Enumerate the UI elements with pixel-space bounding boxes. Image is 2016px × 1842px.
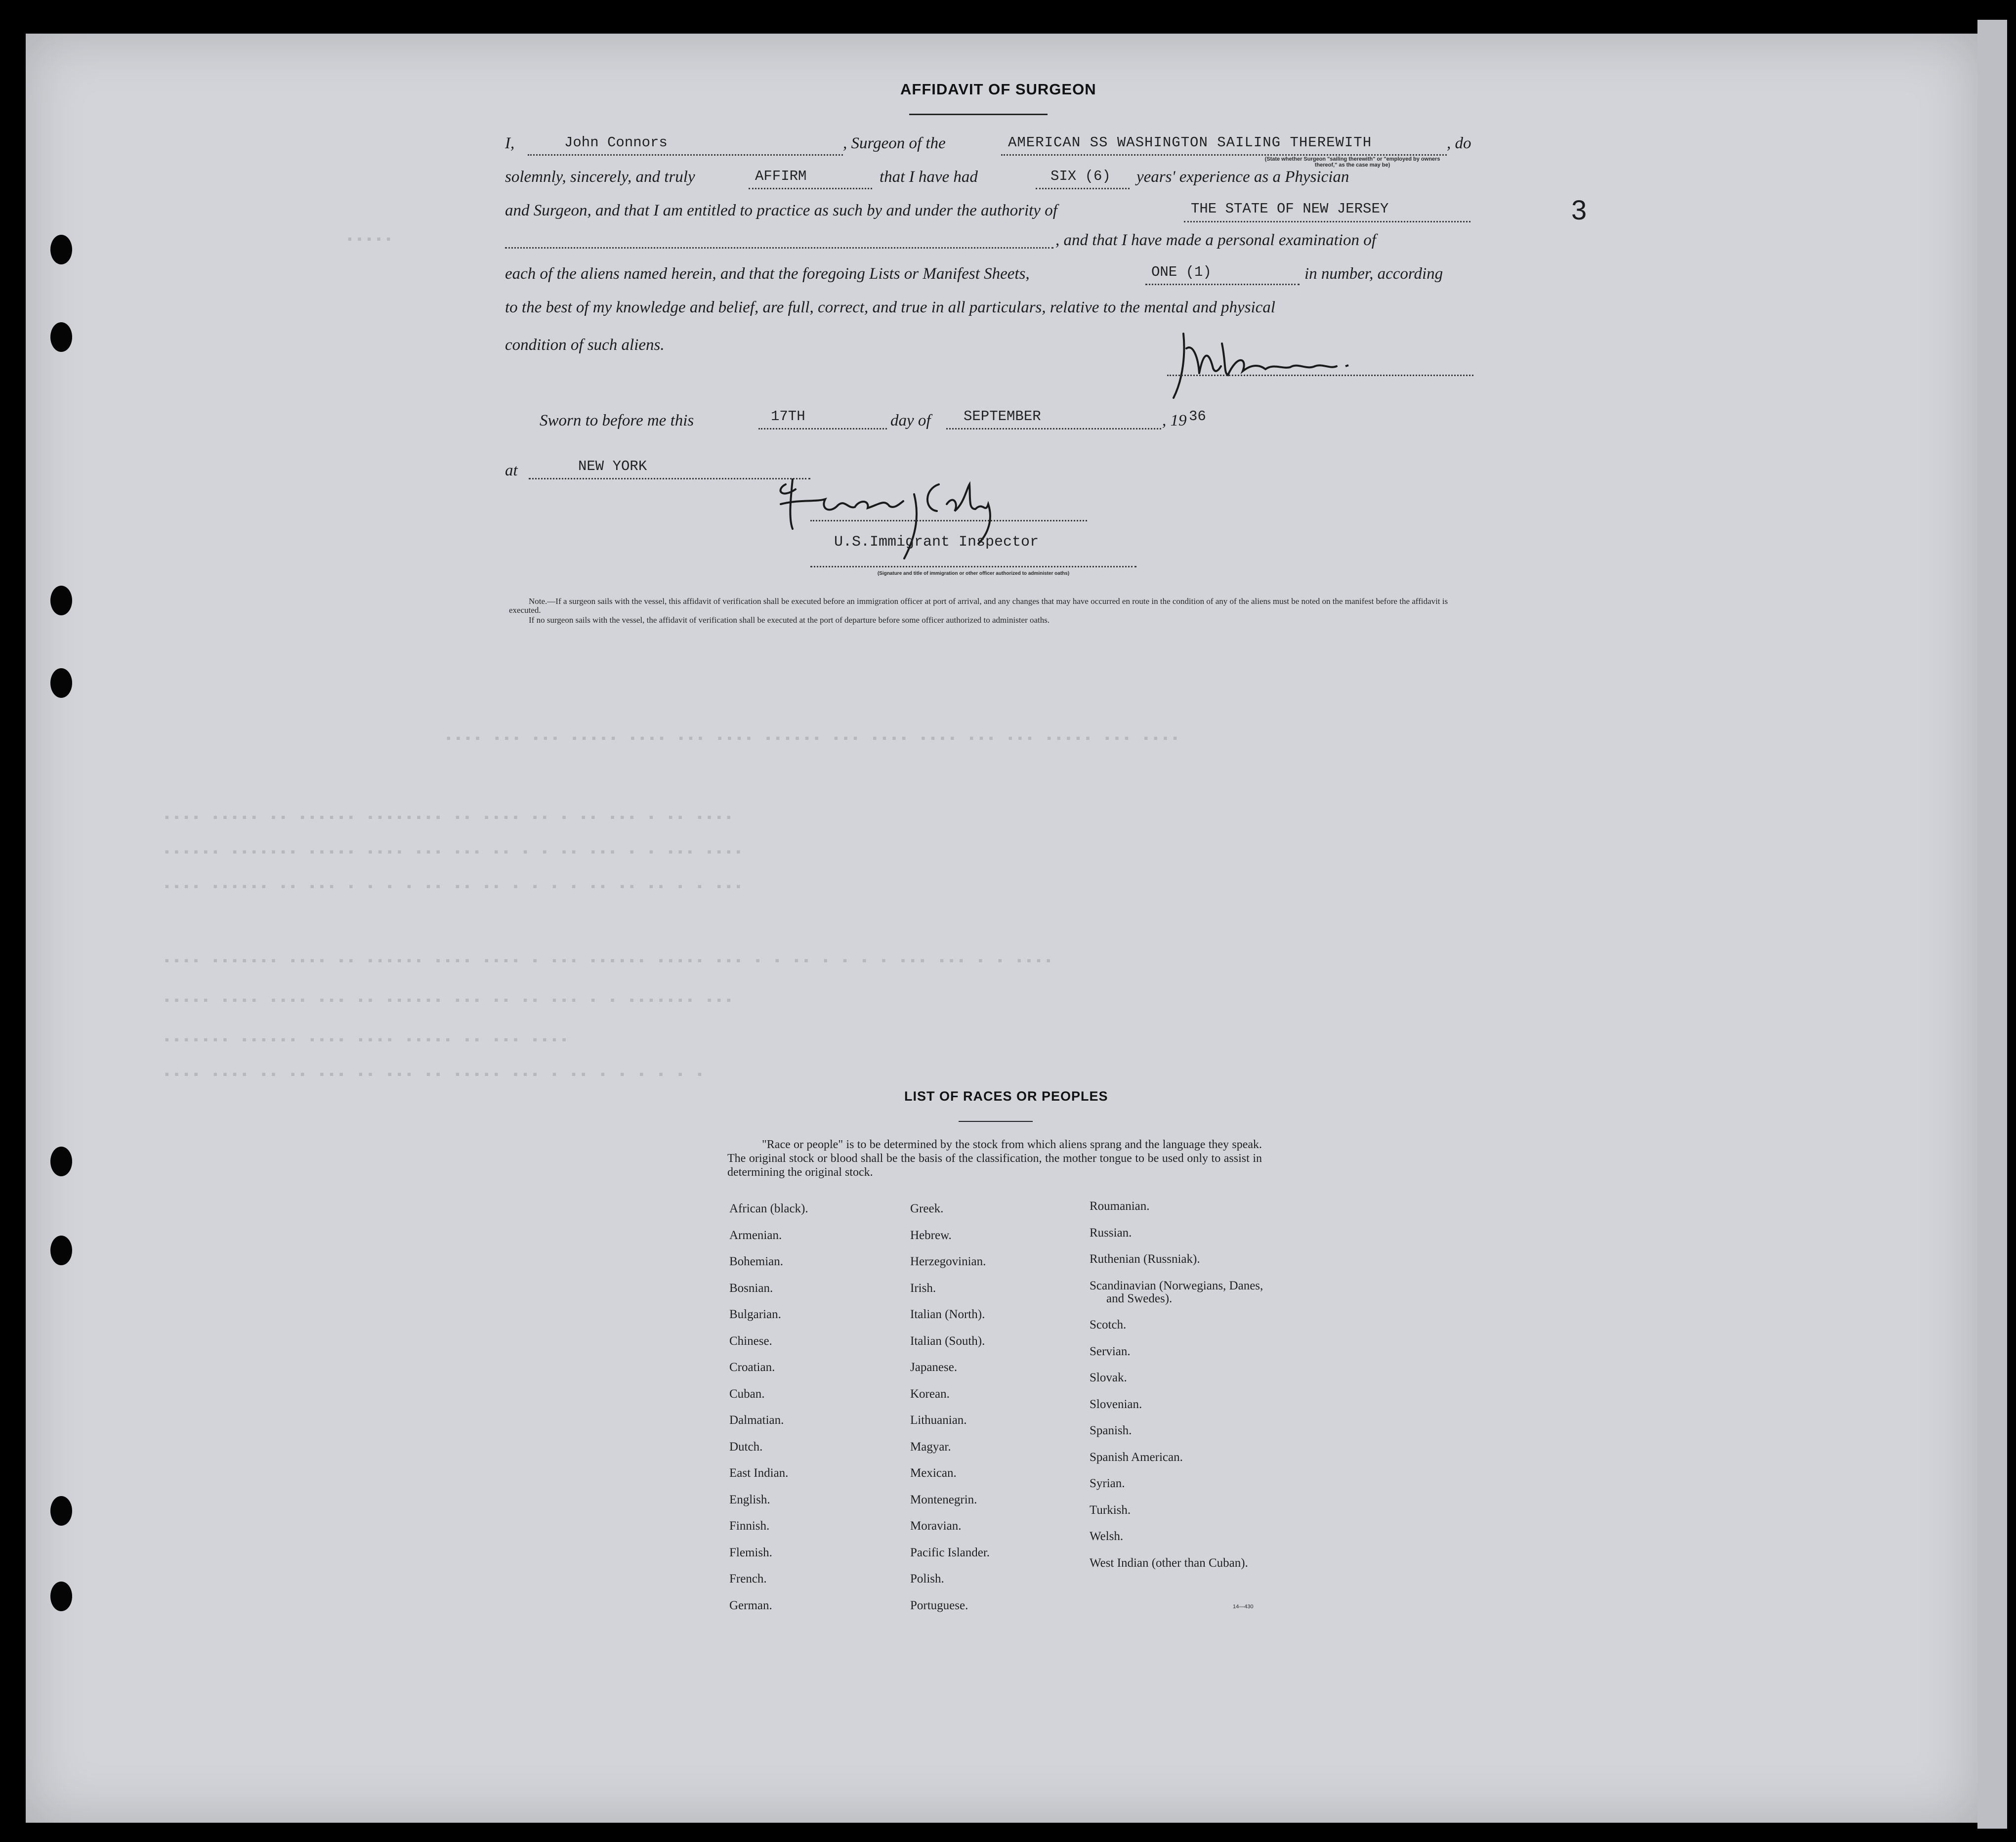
race-entry: Bohemian.: [729, 1255, 784, 1268]
race-entry: Bulgarian.: [729, 1308, 781, 1321]
punch-hole: [50, 668, 72, 698]
race-entry: Chinese.: [729, 1334, 772, 1348]
race-entry: Cuban.: [729, 1387, 765, 1401]
authority-line-continued: [505, 247, 1053, 249]
affidavit-note-2: If no surgeon sails with the vessel, the affidavit of verification shall be executed at the port of departure before some officer authorized to administer oaths.: [529, 615, 1050, 625]
race-entry: Moravian.: [910, 1519, 962, 1533]
race-entry: Spanish.: [1090, 1424, 1132, 1437]
oath-line: [749, 188, 872, 189]
title-underline: [909, 114, 1048, 115]
race-entry: Syrian.: [1090, 1477, 1125, 1490]
race-entry: Ruthenian (Russniak).: [1090, 1252, 1200, 1266]
races-title-underline: [959, 1121, 1033, 1122]
race-entry: Greek.: [910, 1202, 944, 1215]
race-entry: Lithuanian.: [910, 1414, 967, 1427]
year-prefix: , 19: [1162, 412, 1187, 429]
surgeon-name: John Connors: [564, 134, 668, 151]
race-entry: Polish.: [910, 1572, 944, 1585]
race-entry: Slovak.: [1090, 1371, 1127, 1384]
page-number: 3: [1571, 194, 1587, 225]
surgeon-name-line: [528, 154, 843, 156]
race-entry: English.: [729, 1493, 770, 1506]
vessel-note: (State whether Surgeon "sailing therewith" or "employed by owners thereof," as the case may be): [1264, 156, 1440, 168]
race-entry: Scandinavian (Norwegians, Danes, and Swedes).: [1090, 1279, 1263, 1305]
punch-hole: [50, 235, 72, 264]
race-entry: Montenegrin.: [910, 1493, 977, 1506]
race-entry: Japanese.: [910, 1361, 958, 1374]
officer-title: U.S.Immigrant Inspector: [834, 534, 1039, 551]
race-entry: Bosnian.: [729, 1281, 773, 1295]
race-entry: East Indian.: [729, 1466, 789, 1480]
race-entry: Pacific Islander.: [910, 1545, 990, 1559]
punch-hole: [50, 1236, 72, 1265]
race-entry: Mexican.: [910, 1466, 957, 1480]
knowledge-text: to the best of my knowledge and belief, are full, correct, and true in all particulars, relative to the mental and physical: [505, 299, 1275, 316]
condition-text: condition of such aliens.: [505, 336, 665, 354]
years-experience: SIX (6): [1050, 168, 1111, 184]
at-text: at: [505, 462, 518, 479]
place-line: [529, 478, 810, 479]
authority-text: and Surgeon, and that I am entitled to practice as such by and under the authority of: [505, 202, 1057, 219]
race-entry: Croatian.: [729, 1361, 775, 1374]
sheet-count-line: [1145, 284, 1300, 285]
personal-exam-text: , and that I have made a personal examination of: [1055, 231, 1376, 249]
race-entry: Hebrew.: [910, 1228, 952, 1242]
solemnly-text: solemnly, sincerely, and truly: [505, 168, 695, 186]
affidavit-title: AFFIDAVIT OF SURGEON: [900, 81, 1096, 98]
do-text: , do: [1447, 134, 1471, 152]
oath-word: AFFIRM: [755, 168, 807, 184]
race-entry: African (black).: [729, 1202, 808, 1215]
race-entry: Flemish.: [729, 1545, 772, 1559]
race-entry: Dalmatian.: [729, 1414, 784, 1427]
sworn-month: SEPTEMBER: [964, 408, 1041, 425]
race-entry: Finnish.: [729, 1519, 770, 1533]
vessel-line: [1001, 154, 1447, 156]
sworn-day: 17TH: [771, 408, 805, 425]
officer-caption: (Signature and title of immigration or other officer authorized to administer oaths): [877, 571, 1070, 576]
race-entry: Portuguese.: [910, 1598, 968, 1612]
vessel-name: AMERICAN SS WASHINGTON SAILING THEREWITH: [1008, 134, 1372, 151]
surgeon-signature-line: [1167, 375, 1473, 376]
practice-authority: THE STATE OF NEW JERSEY: [1191, 201, 1389, 217]
sworn-text: Sworn to before me this: [540, 412, 694, 429]
day-line: [758, 428, 887, 429]
race-entry: German.: [729, 1598, 772, 1612]
officer-title-line: [810, 566, 1136, 567]
month-line: [946, 428, 1161, 429]
inspector-signature-line: [810, 520, 1087, 521]
authority-line: [1184, 221, 1470, 222]
race-entry: Herzegovinian.: [910, 1255, 986, 1268]
punch-hole: [50, 1582, 72, 1611]
punch-hole: [50, 1147, 72, 1176]
race-entry: Russian.: [1090, 1226, 1132, 1240]
race-entry: Dutch.: [729, 1440, 763, 1454]
race-entry: West Indian (other than Cuban).: [1090, 1556, 1248, 1570]
surgeon-of-text: , Surgeon of the: [843, 134, 946, 152]
affidavit-note-1: Note.—If a surgeon sails with the vessel, this affidavit of verification shall be executed before an immigration officer at port of arrival, and any changes that may have occurred en route in the condition of any of the aliens must be noted on the manifest before the affidavit is executed.: [509, 597, 1448, 615]
race-entry: French.: [729, 1572, 767, 1585]
years-line: [1036, 188, 1130, 189]
race-entry: Scotch.: [1090, 1318, 1127, 1331]
race-entry: Irish.: [910, 1281, 936, 1295]
day-of-text: day of: [890, 412, 931, 429]
each-alien-text: each of the aliens named herein, and that the foregoing Lists or Manifest Sheets,: [505, 265, 1030, 283]
races-title: LIST OF RACES OR PEOPLES: [904, 1089, 1108, 1104]
form-code: 14—430: [1233, 1604, 1254, 1610]
race-entry: Armenian.: [729, 1228, 782, 1242]
race-entry: Welsh.: [1090, 1530, 1124, 1543]
race-entry: Magyar.: [910, 1440, 951, 1454]
race-entry: Italian (South).: [910, 1334, 985, 1348]
years-exp-text: years' experience as a Physician: [1136, 168, 1349, 186]
page-edge: [1977, 20, 2007, 1829]
punch-hole: [50, 1496, 72, 1526]
race-entry: Roumanian.: [1090, 1199, 1150, 1213]
races-intro: "Race or people" is to be determined by the stock from which aliens sprang and the language they speak. The original stock or blood shall be the basis of the classification, the mother tongue to be used only to assist in determining the original stock.: [727, 1138, 1262, 1179]
race-entry: Italian (North).: [910, 1308, 985, 1321]
bleed-through-texture: ▪▪▪▪▪ ▪▪▪▪ ▪▪▪ ▪▪▪ ▪▪▪▪▪ ▪▪▪▪ ▪▪▪ ▪▪▪▪ ▪▪▪▪▪▪ ▪▪▪ ▪▪▪▪ ▪▪▪▪ ▪▪▪ ▪▪▪ ▪▪▪▪▪ ▪▪▪ ▪▪▪▪ ▪▪▪▪ ▪▪▪▪▪ ▪▪ ▪▪▪▪▪▪ ▪▪▪▪▪▪▪▪ ▪▪ ▪▪▪▪ ▪▪ ▪ ▪▪ ▪▪▪ ▪ ▪▪ ▪▪▪▪ ▪▪▪▪▪▪ ▪▪▪▪▪▪▪ ▪▪▪▪▪ ▪▪▪▪ ▪▪▪ ▪▪▪ ▪▪ ▪ ▪ ▪▪ ▪▪▪ ▪ ▪ ▪▪▪ ▪▪▪▪ ▪▪▪▪ ▪▪▪▪▪▪ ▪▪ ▪▪▪ ▪ ▪ ▪ ▪ ▪▪ ▪▪ ▪▪ ▪ ▪ ▪ ▪ ▪▪ ▪▪ ▪▪ ▪ ▪ ▪▪▪ ▪▪▪▪ ▪▪▪▪▪▪▪ ▪▪▪▪ ▪▪ ▪▪▪▪▪▪ ▪▪▪▪ ▪▪▪▪ ▪ ▪▪▪ ▪▪▪▪▪▪ ▪▪▪▪▪ ▪▪▪ ▪ ▪ ▪▪ ▪ ▪ ▪ ▪ ▪▪▪ ▪▪▪ ▪ ▪ ▪▪▪▪ ▪▪▪▪▪ ▪▪▪▪ ▪▪▪▪ ▪▪▪ ▪▪ ▪▪▪▪▪▪ ▪▪▪ ▪▪ ▪▪ ▪▪▪ ▪ ▪ ▪▪▪▪▪▪▪ ▪▪▪ ▪▪▪▪▪▪▪ ▪▪▪▪▪▪ ▪▪▪▪ ▪▪▪▪ ▪▪▪▪▪ ▪▪ ▪▪▪ ▪▪▪▪ ▪▪▪▪ ▪▪▪▪ ▪▪ ▪▪ ▪▪▪ ▪▪ ▪▪▪ ▪▪ ▪▪▪▪▪ ▪▪▪ ▪ ▪▪ ▪ ▪ ▪ ▪ ▪ ▪: [163, 232, 1181, 1082]
in-number-text: in number, according: [1304, 265, 1443, 283]
have-had-text: that I have had: [880, 168, 978, 186]
punch-hole: [50, 586, 72, 615]
surgeon-signature: [1164, 324, 1371, 403]
punch-hole: [50, 322, 72, 352]
race-entry: Spanish American.: [1090, 1450, 1183, 1464]
race-entry: Servian.: [1090, 1344, 1131, 1358]
sheet-count: ONE (1): [1151, 264, 1212, 280]
race-entry: Turkish.: [1090, 1503, 1131, 1517]
race-entry: Slovenian.: [1090, 1397, 1142, 1411]
race-entry: Korean.: [910, 1387, 950, 1401]
word-i: I,: [505, 134, 515, 152]
sworn-place: NEW YORK: [578, 458, 647, 474]
year-suffix: 36: [1189, 408, 1206, 425]
